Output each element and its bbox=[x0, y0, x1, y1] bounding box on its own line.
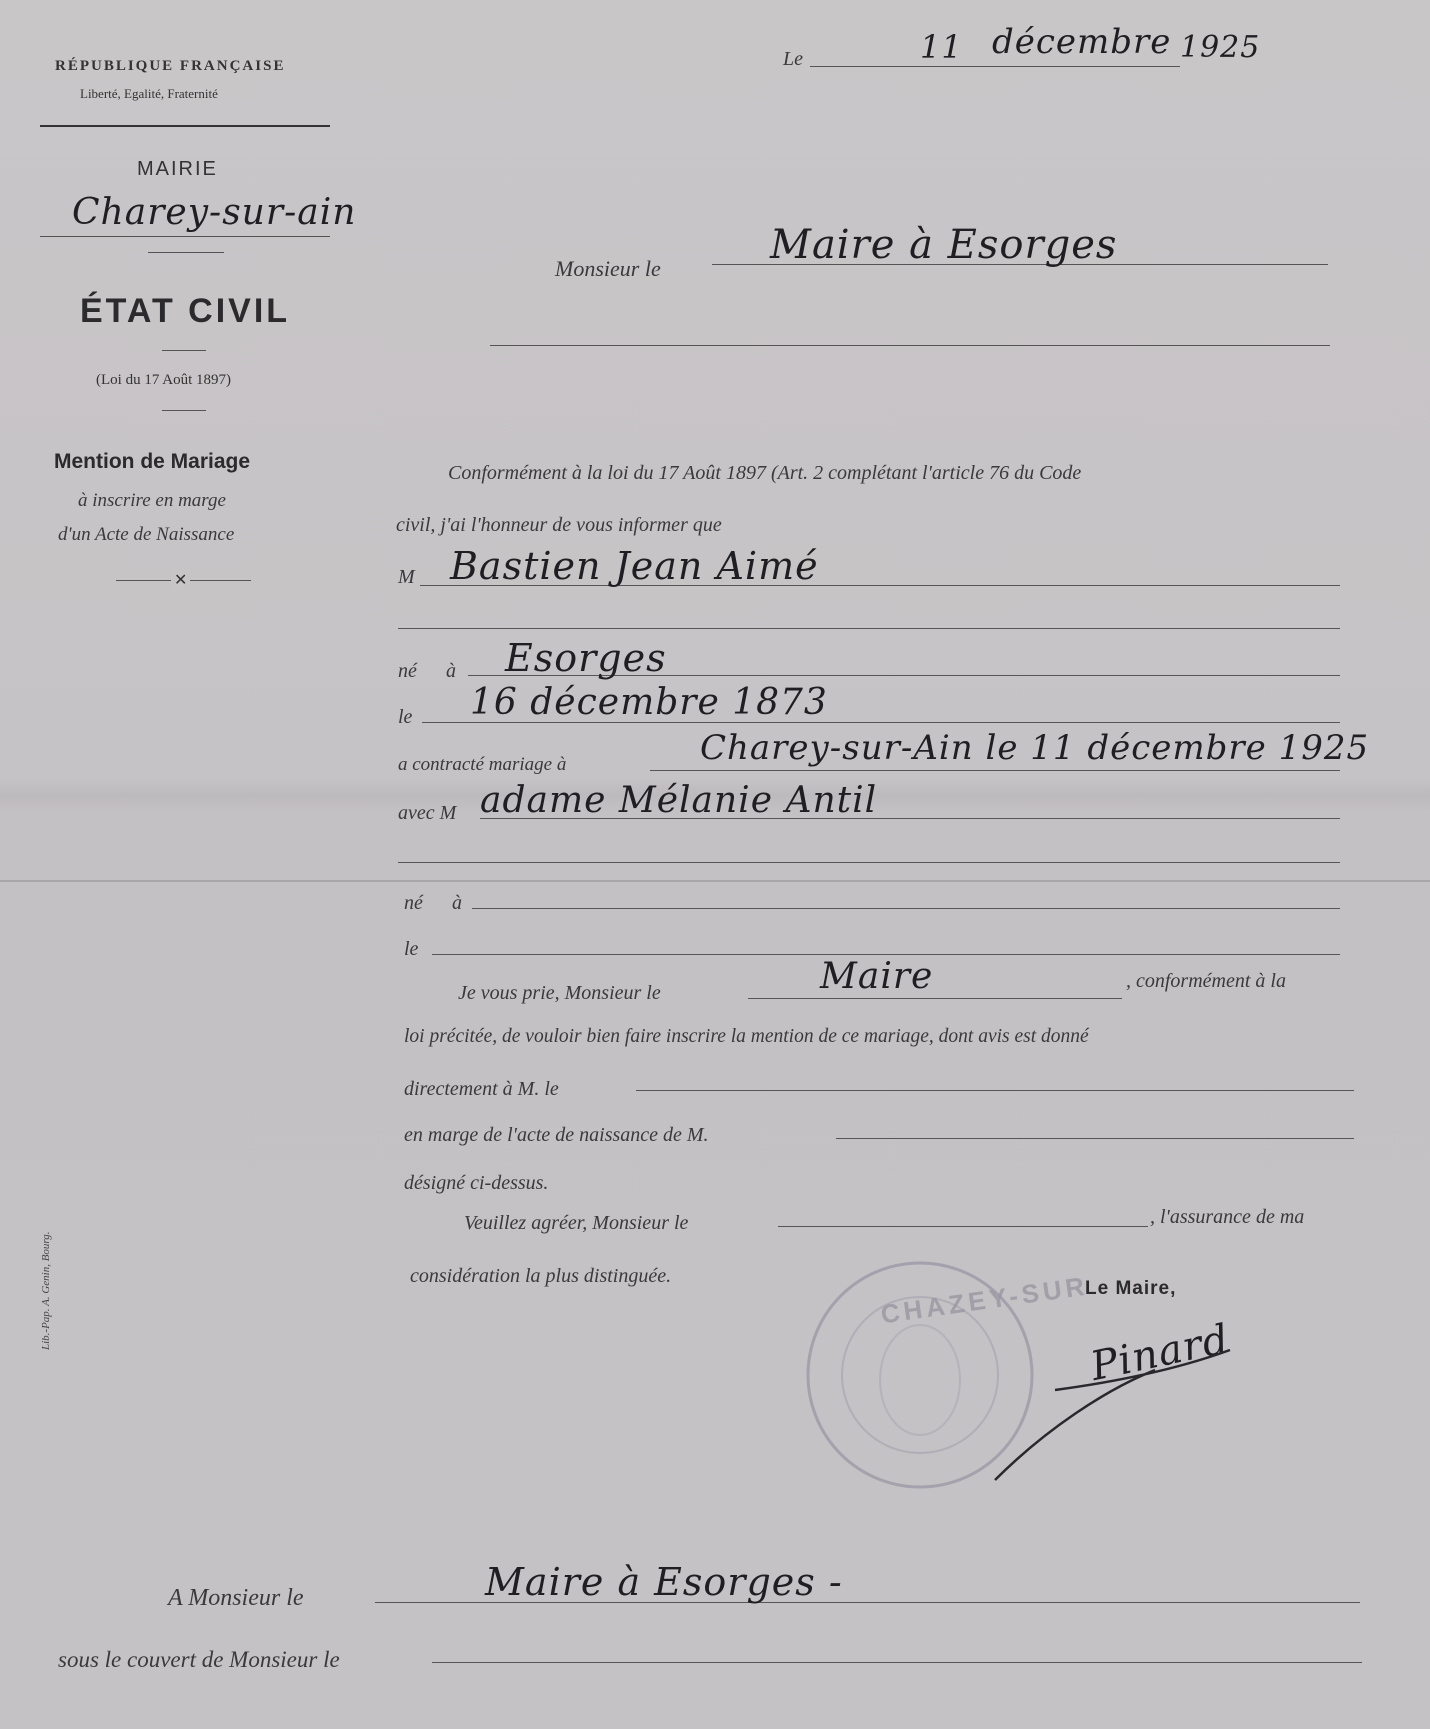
body-para1-line2: civil, j'ai l'honneur de vous informer que bbox=[396, 514, 722, 536]
veuillez-line bbox=[778, 1226, 1148, 1227]
footer-sous-couvert: sous le couvert de Monsieur le bbox=[58, 1647, 340, 1672]
prie-line1-b: , conformément à la bbox=[1126, 970, 1286, 992]
date-year: 1925 bbox=[1180, 30, 1261, 65]
contracte-value: Charey-sur-Ain le 11 décembre 1925 bbox=[700, 728, 1370, 768]
prie-line bbox=[748, 998, 1122, 999]
mairie-short-rule bbox=[148, 252, 224, 253]
ne2-label: né bbox=[404, 892, 423, 914]
footer-a-monsieur-value: Maire à Esorges - bbox=[485, 1560, 843, 1604]
le2-line bbox=[432, 954, 1340, 955]
addressee-value: Maire à Esorges bbox=[770, 222, 1118, 268]
prie-line5: désigné ci-dessus. bbox=[404, 1172, 549, 1194]
avec-label: avec M bbox=[398, 802, 457, 824]
contracte-label: a contracté mariage à bbox=[398, 754, 567, 775]
veuillez-a: Veuillez agréer, Monsieur le bbox=[464, 1212, 689, 1234]
prie-line1-a: Je vous prie, Monsieur le bbox=[458, 982, 661, 1004]
header-rule bbox=[40, 125, 330, 127]
date-line bbox=[810, 66, 1180, 67]
footer-sous-couvert-line bbox=[432, 1662, 1362, 1663]
le-label: le bbox=[398, 706, 413, 728]
avec-value: adame Mélanie Antil bbox=[480, 780, 878, 821]
law-reference: (Loi du 17 Août 1897) bbox=[96, 372, 231, 388]
republic-heading: RÉPUBLIQUE FRANÇAISE bbox=[55, 58, 286, 74]
ornament-icon: ✕ bbox=[171, 570, 190, 590]
m-label: M bbox=[398, 566, 415, 588]
prie-line2: loi précitée, de vouloir bien faire inscrire la mention de ce mariage, dont avis est donné bbox=[404, 1026, 1089, 1047]
ne-a-label: à bbox=[446, 660, 456, 682]
law-rule bbox=[162, 410, 206, 411]
ne-a-value: Esorges bbox=[505, 636, 667, 680]
le-value: 16 décembre 1873 bbox=[470, 682, 828, 723]
date-day: 11 bbox=[920, 28, 963, 66]
prie-line4-line bbox=[836, 1138, 1354, 1139]
veuillez-b: , l'assurance de ma bbox=[1150, 1206, 1305, 1228]
printer-credit: Lib.-Pap. A. Genin, Bourg. bbox=[40, 1231, 52, 1350]
mairie-line bbox=[40, 236, 330, 237]
stamp-text: CHAZEY-SUR bbox=[878, 1270, 1091, 1330]
date-month: décembre bbox=[992, 22, 1172, 62]
prie-line3: directement à M. le bbox=[404, 1078, 559, 1100]
mention-sub1: à inscrire en marge bbox=[78, 490, 226, 511]
le2-label: le bbox=[404, 938, 419, 960]
etat-civil-rule bbox=[162, 350, 206, 351]
ne-label: né bbox=[398, 660, 417, 682]
body-para1-line1: Conformément à la loi du 17 Août 1897 (Art. 2 complétant l'article 76 du Code bbox=[448, 462, 1082, 484]
ne2-a-label: à bbox=[452, 892, 462, 914]
etat-civil-heading: ÉTAT CIVIL bbox=[80, 292, 291, 330]
prie-line4: en marge de l'acte de naissance de M. bbox=[404, 1124, 709, 1146]
signature-flourish-icon bbox=[985, 1330, 1245, 1490]
mairie-name: Charey-sur-ain bbox=[72, 192, 357, 233]
avec-line-2 bbox=[398, 862, 1340, 863]
addressee-line-2 bbox=[490, 345, 1330, 346]
signature: Pinard bbox=[1086, 1315, 1234, 1391]
addressee-label: Monsieur le bbox=[555, 256, 661, 281]
mairie-label: MAIRIE bbox=[137, 158, 218, 180]
paper-fold bbox=[0, 880, 1430, 882]
prie-value: Maire bbox=[820, 956, 934, 997]
m-value: Bastien Jean Aimé bbox=[450, 544, 819, 588]
motto: Liberté, Egalité, Fraternité bbox=[80, 86, 218, 101]
date-prefix: Le bbox=[783, 48, 803, 70]
prie-line3-line bbox=[636, 1090, 1354, 1091]
ne2-a-line bbox=[472, 908, 1340, 909]
signature-title: Le Maire, bbox=[1085, 1278, 1177, 1299]
contracte-line bbox=[650, 770, 1340, 771]
m-line-2 bbox=[398, 628, 1340, 629]
mention-sub2: d'un Acte de Naissance bbox=[58, 524, 235, 545]
mention-title: Mention de Mariage bbox=[54, 450, 251, 473]
consideration: considération la plus distinguée. bbox=[410, 1265, 672, 1287]
footer-a-monsieur: A Monsieur le bbox=[168, 1585, 304, 1611]
